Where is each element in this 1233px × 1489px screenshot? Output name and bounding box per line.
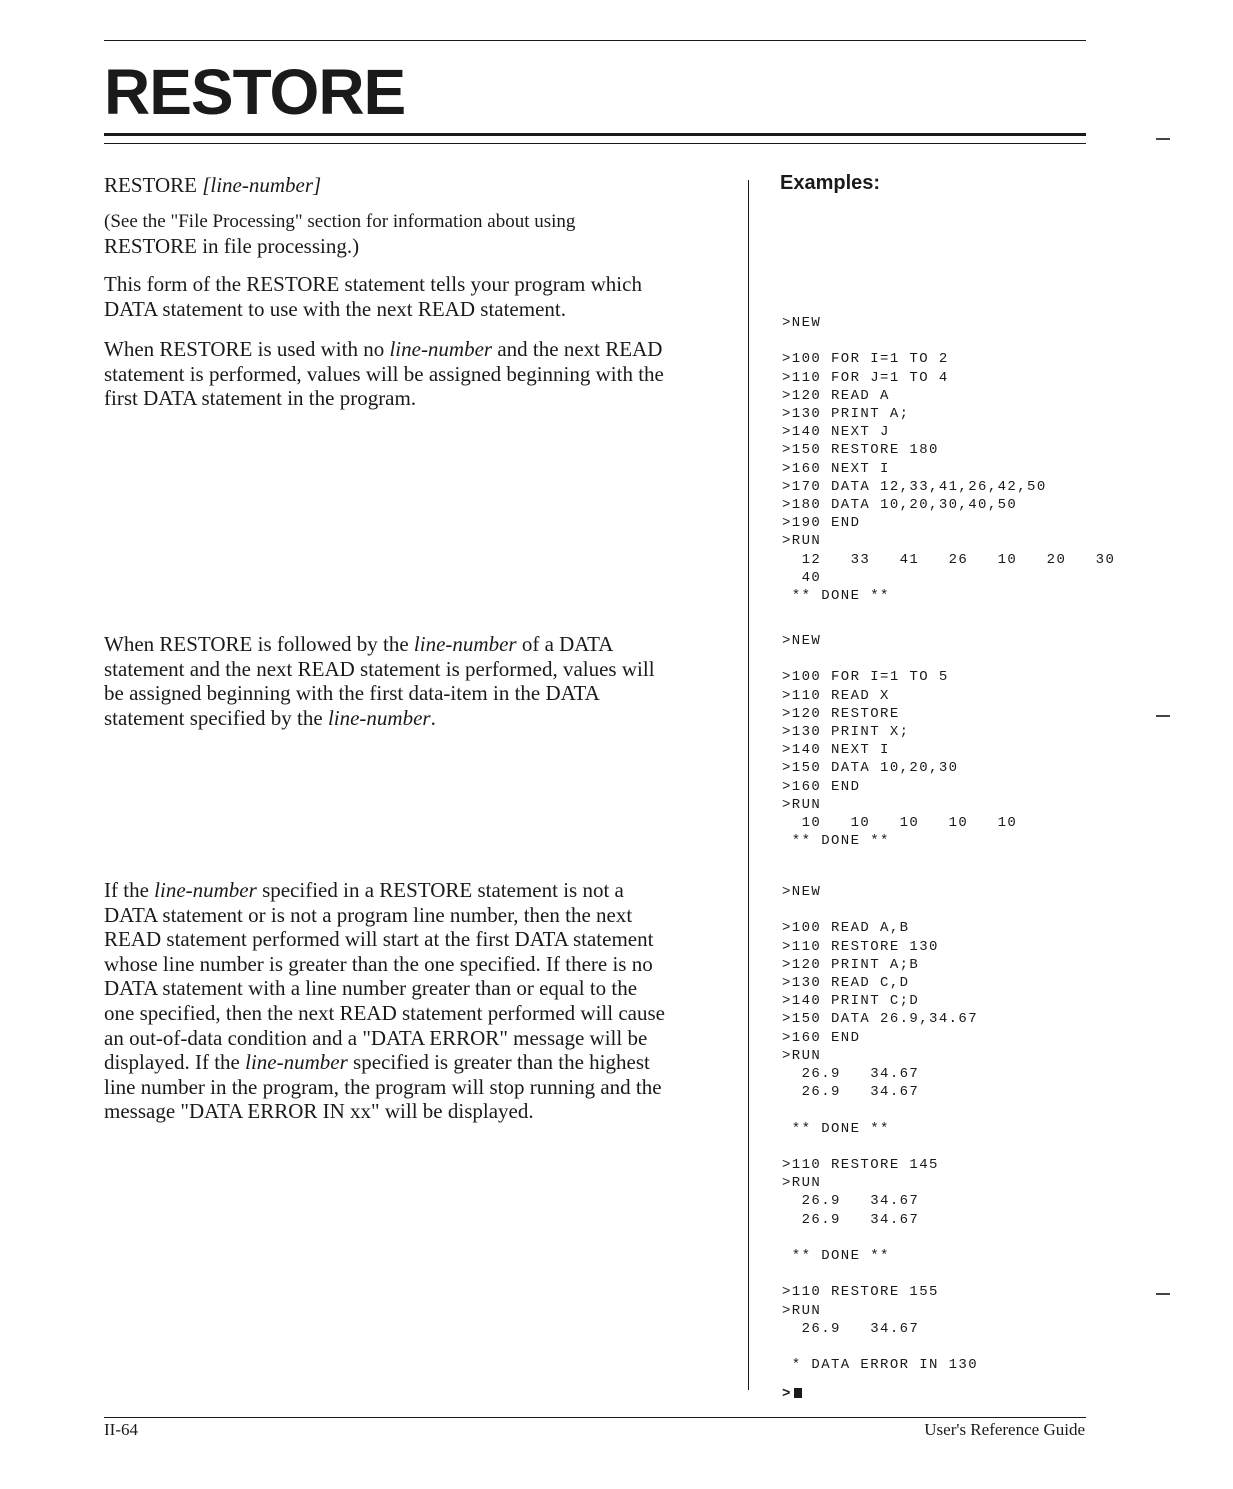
paragraph-no-line-number bbox=[104, 337, 664, 411]
paragraph-line: line number in the program, the program will stop running and the bbox=[104, 1074, 662, 1099]
paragraph-line: displayed. If the line-number specified is greater than the highest bbox=[104, 1050, 650, 1075]
code-line: ** DONE ** bbox=[782, 588, 890, 604]
paragraph-line: DATA statement or is not a program line number, then the next bbox=[104, 902, 633, 927]
code-line: >NEW bbox=[782, 315, 822, 331]
edge-mark bbox=[1156, 1293, 1170, 1295]
paragraph-invalid-line-number bbox=[104, 878, 665, 1124]
code-line: >110 FOR J=1 TO 4 bbox=[782, 369, 949, 386]
code-line: >RUN bbox=[782, 796, 822, 813]
final-prompt bbox=[782, 1386, 802, 1402]
code-line: >130 READ C,D bbox=[782, 975, 910, 991]
code-line: >110 RESTORE 145 bbox=[782, 1157, 939, 1173]
code-line: >100 FOR I=1 TO 2 bbox=[782, 351, 949, 368]
code-line: >140 NEXT I bbox=[782, 742, 890, 759]
code-line: 40 bbox=[782, 569, 822, 586]
code-line: >120 READ A bbox=[782, 387, 890, 404]
code-line: 10 10 10 10 10 bbox=[782, 815, 1018, 831]
paragraph-line: statement is performed, values will be assigned beginning with the bbox=[104, 361, 664, 386]
paragraph-line: be assigned beginning with the first data-item in the DATA bbox=[104, 681, 600, 706]
paragraph-line: message "DATA ERROR IN xx" will be displayed. bbox=[104, 1099, 534, 1124]
code-line: >110 RESTORE 130 bbox=[782, 938, 939, 955]
paragraph-line: When RESTORE is used with no line-number and the next READ bbox=[104, 337, 663, 361]
page-title: RESTORE bbox=[104, 56, 406, 128]
code-line: 26.9 34.67 bbox=[782, 1066, 920, 1082]
edge-mark bbox=[1156, 715, 1170, 717]
code-line: >130 PRINT A; bbox=[782, 406, 910, 422]
syntax-argument: [line-number] bbox=[202, 173, 322, 197]
paragraph-line: If the line-number specified in a RESTORE statement is not a bbox=[104, 878, 624, 902]
examples-heading: Examples: bbox=[780, 172, 881, 194]
code-line: 26.9 34.67 bbox=[782, 1320, 920, 1337]
code-line: >RUN bbox=[782, 1047, 822, 1064]
code-line: >110 RESTORE 155 bbox=[782, 1284, 939, 1301]
code-line: >150 RESTORE 180 bbox=[782, 442, 939, 459]
code-line: >120 RESTORE bbox=[782, 705, 900, 722]
paragraph-line: whose line number is greater than the one specified. If there is no bbox=[104, 951, 653, 976]
code-line: 26.9 34.67 bbox=[782, 1193, 920, 1210]
paragraph-line: first DATA statement in the program. bbox=[104, 386, 417, 411]
code-line: >140 NEXT J bbox=[782, 424, 890, 441]
footer-rule bbox=[104, 1417, 1086, 1418]
paragraph-line: READ statement performed will start at the first DATA statement bbox=[104, 927, 654, 952]
code-line: >160 END bbox=[782, 1029, 861, 1046]
paragraph-line: DATA statement to use with the next READ statement. bbox=[104, 296, 566, 321]
code-line: >110 READ X bbox=[782, 687, 890, 704]
syntax-line bbox=[104, 172, 321, 198]
code-line: >RUN bbox=[782, 533, 822, 550]
paragraph-line: an out-of-data condition and a "DATA ERROR" message will be bbox=[104, 1025, 648, 1050]
title-rule-thin bbox=[104, 143, 1086, 144]
note-line: RESTORE in file processing.) bbox=[104, 234, 360, 258]
note-line: (See the "File Processing" section for information about using bbox=[104, 211, 576, 232]
code-line: * DATA ERROR IN 130 bbox=[782, 1357, 979, 1374]
code-line: >170 DATA 12,33,41,26,42,50 bbox=[782, 478, 1047, 495]
code-line: >150 DATA 26.9,34.67 bbox=[782, 1011, 979, 1028]
code-line: >100 FOR I=1 TO 5 bbox=[782, 669, 949, 686]
cursor-block bbox=[794, 1388, 802, 1398]
edge-mark bbox=[1156, 138, 1170, 140]
paragraph-line: DATA statement with a line number greater than or equal to the bbox=[104, 976, 638, 1001]
paragraph-with-line-number bbox=[104, 632, 655, 730]
code-line: >NEW bbox=[782, 633, 822, 649]
code-line: ** DONE ** bbox=[782, 1248, 890, 1264]
code-line: >150 DATA 10,20,30 bbox=[782, 760, 959, 777]
paragraph-line: When RESTORE is followed by the line-number of a DATA bbox=[104, 632, 614, 656]
code-line: >160 END bbox=[782, 778, 861, 795]
code-line: >RUN bbox=[782, 1302, 822, 1319]
code-line: ** DONE ** bbox=[782, 1120, 890, 1137]
code-line: 26.9 34.67 bbox=[782, 1211, 920, 1228]
paragraph-purpose bbox=[104, 272, 642, 321]
code-line: >100 READ A,B bbox=[782, 920, 910, 937]
code-line: >NEW bbox=[782, 884, 822, 900]
code-line: ** DONE ** bbox=[782, 833, 890, 850]
code-line: >120 PRINT A;B bbox=[782, 956, 920, 973]
paragraph-line: statement specified by the line-number. bbox=[104, 705, 436, 730]
title-rule-thick bbox=[104, 133, 1086, 136]
prompt-text: > bbox=[782, 1386, 802, 1402]
code-line: >190 END bbox=[782, 515, 861, 532]
code-line: >160 NEXT I bbox=[782, 460, 890, 477]
code-line: >180 DATA 10,20,30,40,50 bbox=[782, 497, 1018, 513]
guide-title: User's Reference Guide bbox=[924, 1420, 1085, 1439]
column-divider bbox=[748, 180, 749, 1390]
file-processing-note bbox=[104, 210, 575, 258]
code-line: >130 PRINT X; bbox=[782, 724, 910, 740]
page-number: II-64 bbox=[104, 1420, 138, 1439]
top-rule bbox=[104, 40, 1086, 41]
syntax-keyword: RESTORE bbox=[104, 173, 197, 197]
paragraph-line: This form of the RESTORE statement tells your program which bbox=[104, 272, 642, 296]
paragraph-line: statement and the next READ statement is performed, values will bbox=[104, 656, 655, 681]
code-line: >140 PRINT C;D bbox=[782, 993, 920, 1010]
code-line: 12 33 41 26 10 20 30 bbox=[782, 551, 1116, 568]
code-line: >RUN bbox=[782, 1175, 822, 1192]
paragraph-line: one specified, then the next READ statement performed will cause bbox=[104, 1000, 665, 1025]
code-line: 26.9 34.67 bbox=[782, 1084, 920, 1101]
